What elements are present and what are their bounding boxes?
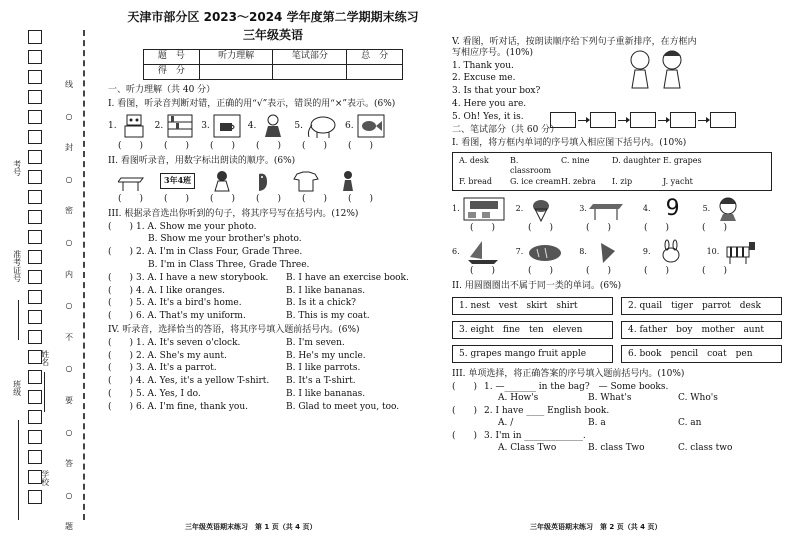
q1-pictures-row-2: [452, 239, 782, 265]
list-item: [108, 351, 438, 362]
list-item: [108, 311, 438, 322]
answer-paren[interactable]: ( ): [108, 247, 134, 258]
class-sign-icon: 3年4班: [160, 173, 195, 189]
man-icon: [333, 170, 363, 192]
question-text: 2. I have ____ English book.: [484, 406, 610, 417]
digit-box[interactable]: [28, 430, 42, 444]
page-2-footer: 三年级英语期末练习 第 2 页（共 4 页）: [530, 523, 662, 531]
option-b: B. I'm seven.: [286, 337, 345, 348]
digit-box[interactable]: [28, 130, 42, 144]
sequence-boxes: [550, 112, 736, 128]
answer-paren[interactable]: ( ): [108, 337, 134, 348]
list-item: [108, 389, 438, 400]
answer-paren[interactable]: ( ): [348, 141, 374, 152]
sequence-box[interactable]: [630, 112, 656, 128]
option-a: 6. A. That's my uniform.: [136, 311, 246, 322]
list-item: [452, 406, 782, 417]
option-b: B. I like parrots.: [286, 363, 361, 374]
option: B. a: [588, 417, 606, 428]
digit-box[interactable]: [28, 170, 42, 184]
option-a: 4. A. Yes, it's a yellow T-shirt.: [136, 376, 270, 387]
option-b: B. I like bananas.: [286, 388, 366, 399]
list-item: [108, 376, 438, 387]
admission-no-line[interactable]: [18, 300, 19, 340]
item-number: 3.: [579, 204, 587, 214]
list-item: 4. Here you are.: [452, 98, 527, 109]
option-b: B. Show me your brother's photo.: [148, 234, 302, 245]
list-item: 2. Excuse me.: [452, 73, 516, 84]
answer-paren[interactable]: ( ): [528, 266, 554, 277]
answer-paren[interactable]: ( ): [586, 266, 612, 277]
option-a: 3. A. I have a new storybook.: [136, 272, 269, 283]
exam-no-label: 考号: [12, 160, 22, 176]
sequence-box[interactable]: [550, 112, 576, 128]
digit-box[interactable]: [28, 270, 42, 284]
option: B. What's: [588, 393, 632, 404]
score-input-cell[interactable]: [347, 64, 403, 79]
nine-digit-icon: 9: [665, 195, 680, 221]
item-number: 6.: [452, 247, 460, 257]
school-label: 学校: [40, 470, 50, 486]
multiple-choice: [452, 382, 782, 454]
option-b: B. I like bananas.: [286, 285, 366, 296]
item-number: 8.: [579, 247, 587, 257]
option-b: B. It's a T-shirt.: [286, 376, 356, 387]
option: A. Class Two: [498, 442, 557, 453]
odd-one-out-grid: [452, 297, 782, 363]
list-item: 5. Oh! Yes, it is.: [452, 111, 524, 122]
list-item: [108, 298, 438, 309]
option-row: [452, 393, 782, 404]
seal-char: ○: [65, 364, 73, 374]
option-a: 5. A. It's a bird's home.: [136, 298, 242, 309]
question-title: IV. 听录音，选择恰当的答语，将其序号填入题前括号内。(6%): [108, 324, 360, 335]
option-a: 5. A. Yes, I do.: [136, 388, 201, 399]
word-group[interactable]: 5. grapes mango fruit apple: [452, 345, 613, 363]
parrot-icon: [249, 170, 279, 192]
score-header-cell: 笔试部分: [273, 49, 347, 64]
arrow-right-icon: [578, 120, 588, 121]
digit-box[interactable]: [28, 490, 42, 504]
page-1: [108, 6, 438, 413]
word-option: C. nine: [561, 156, 590, 166]
option: A. How's: [498, 393, 539, 404]
answer-paren[interactable]: ( ): [118, 141, 144, 152]
school-line[interactable]: [18, 420, 19, 520]
seal-char: 答: [65, 459, 73, 469]
word-group[interactable]: 3. eight fine ten eleven: [452, 321, 613, 339]
section-heading: 二、笔试部分（共 60 分）: [452, 124, 560, 135]
robot-icon: [119, 113, 149, 139]
option-row: [452, 443, 782, 454]
binding-margin: [0, 0, 100, 549]
word-option: I. zip: [612, 177, 633, 187]
word-bank: [452, 152, 772, 191]
exam-number-boxes: [28, 30, 46, 510]
answer-paren[interactable]: ( ): [348, 193, 374, 204]
daughter-icon: [712, 196, 748, 222]
digit-box[interactable]: [28, 410, 42, 424]
item-number: 9.: [642, 247, 651, 257]
bread-icon: [525, 239, 569, 265]
option-b: B. This is my coat.: [286, 311, 370, 322]
word-group[interactable]: 2. quail tiger parrot desk: [621, 297, 782, 315]
seal-line-text: [64, 80, 74, 549]
answer-paren[interactable]: ( ): [702, 266, 728, 277]
digit-box[interactable]: [28, 110, 42, 124]
q4-list: [108, 338, 438, 413]
seal-char: ○: [65, 237, 73, 247]
sequence-box[interactable]: [670, 112, 696, 128]
sequence-box[interactable]: [710, 112, 736, 128]
answer-paren[interactable]: ( ): [108, 388, 134, 399]
digit-box[interactable]: [28, 150, 42, 164]
name-line[interactable]: [44, 372, 45, 412]
item-number: 2.: [154, 120, 164, 131]
digit-box[interactable]: [28, 230, 42, 244]
sequence-box[interactable]: [590, 112, 616, 128]
list-item: [108, 363, 438, 374]
seal-char: ○: [65, 490, 73, 500]
list-item: [108, 234, 438, 245]
option: B. class Two: [588, 442, 645, 453]
seal-char: ○: [65, 174, 73, 184]
q2-pictures: [108, 170, 438, 192]
elephant-icon: [305, 113, 339, 139]
arrow-right-icon: [658, 120, 668, 121]
digit-box[interactable]: [28, 290, 42, 304]
answer-paren[interactable]: ( ): [210, 141, 236, 152]
answer-paren[interactable]: ( ): [644, 266, 670, 277]
score-table: [143, 49, 403, 80]
answer-paren[interactable]: ( ): [586, 223, 612, 234]
question-title: III. 单项选择，将正确答案的序号填入题前括号内。(10%): [452, 368, 685, 379]
seal-char: 要: [65, 395, 73, 405]
word-option: F. bread: [459, 177, 492, 187]
question-title: III. 根据录音选出你听到的句子，将其序号写在括号内。(12%): [108, 208, 359, 219]
item-number: 10.: [706, 247, 720, 257]
word-group[interactable]: 1. nest vest skirt shirt: [452, 297, 613, 315]
q1-pictures-row-1: [452, 196, 782, 222]
list-item: 3. Is that your box?: [452, 86, 541, 97]
q2-answer-parens: [108, 194, 438, 205]
option-a: 2. A. I'm in Class Four, Grade Three.: [136, 247, 303, 258]
answer-paren[interactable]: ( ): [108, 272, 134, 283]
item-number: 5.: [702, 204, 711, 214]
arrow-right-icon: [618, 120, 628, 121]
digit-box[interactable]: [28, 390, 42, 404]
digit-box[interactable]: [28, 50, 42, 64]
girl-icon: [207, 170, 237, 192]
option: C. an: [678, 417, 702, 428]
answer-paren[interactable]: ( ): [210, 193, 236, 204]
zebra-icon: [721, 239, 761, 265]
seal-char: 密: [65, 206, 73, 216]
option-a: 1. A. It's seven o'clock.: [136, 337, 241, 348]
answer-paren[interactable]: ( ): [528, 223, 554, 234]
answer-paren[interactable]: ( ): [108, 311, 134, 322]
word-option: D. daughter: [612, 156, 661, 166]
list-item: 1. Thank you.: [452, 60, 514, 71]
classroom-icon: [462, 196, 506, 222]
desk-icon: [589, 196, 633, 222]
cut-line: [83, 30, 85, 520]
question-title: V. 看图，听对话，按朗读顺序给下列句子重新排序，在方框内写相应序号。(10%): [452, 37, 697, 58]
question-title: I. 看图，将方框内单词的序号填入相应图下括号内。(10%): [452, 138, 687, 149]
answer-paren[interactable]: ( ): [256, 141, 282, 152]
question-title: II. 看图听录音，用数字标出朗读的顺序。(6%): [108, 156, 296, 167]
seal-char: 线: [65, 80, 73, 89]
name-label: 姓名: [40, 350, 50, 366]
digit-box[interactable]: [28, 30, 42, 44]
answer-paren[interactable]: ( ): [118, 193, 144, 204]
bunny-icon: [653, 239, 697, 265]
seal-char: ○: [65, 427, 73, 437]
class-label: 班级: [12, 380, 22, 396]
word-option: A. desk: [459, 156, 489, 166]
option-row: [452, 418, 782, 429]
answer-paren[interactable]: ( ): [108, 298, 134, 309]
answer-paren[interactable]: ( ): [302, 193, 328, 204]
seal-char: ○: [65, 111, 73, 121]
list-item: [108, 402, 438, 413]
option-b: B. Is it a chick?: [286, 298, 356, 309]
item-number: 5.: [294, 120, 303, 131]
answer-paren[interactable]: ( ): [470, 266, 496, 277]
score-header-cell: 总 分: [347, 49, 403, 64]
score-input-cell[interactable]: [199, 64, 273, 79]
answer-paren[interactable]: ( ): [108, 221, 134, 232]
page-2: [452, 34, 782, 453]
seal-char: 内: [65, 269, 73, 279]
option-b: B. I have an exercise book.: [286, 272, 409, 283]
item-number: 6.: [344, 120, 354, 131]
digit-box[interactable]: [28, 450, 42, 464]
digit-box[interactable]: [28, 70, 42, 84]
q1-answer-parens-row-1: [452, 223, 782, 234]
option-a: 6. A. I'm fine, thank you.: [136, 401, 248, 412]
list-item: [452, 382, 782, 393]
tshirt-icon: [291, 170, 321, 192]
question-text: 3. I'm in _____________.: [484, 430, 586, 441]
item-number: 1.: [108, 120, 117, 131]
list-item: [108, 222, 438, 233]
digit-box[interactable]: [28, 370, 42, 384]
yacht-icon: [462, 239, 506, 265]
option-a: 3. A. It's a parrot.: [136, 363, 217, 374]
option-a: 4. A. I like oranges.: [136, 285, 225, 296]
answer-paren[interactable]: ( ): [164, 193, 190, 204]
q3-list: [108, 222, 438, 322]
seal-char: ○: [65, 301, 73, 311]
answer-paren[interactable]: ( ): [108, 376, 134, 387]
digit-box[interactable]: [28, 310, 42, 324]
answer-paren[interactable]: ( ): [108, 401, 134, 412]
option: C. Who's: [678, 393, 718, 404]
answer-paren[interactable]: ( ): [302, 141, 328, 152]
exam-title: 天津市部分区 2023～2024 学年度第二学期期末练习: [127, 10, 419, 24]
option: C. class two: [678, 442, 733, 453]
item-number: 4.: [642, 204, 651, 214]
option-b: B. He's my uncle.: [286, 350, 366, 361]
q1-answer-parens-row-2: [452, 266, 782, 277]
answer-paren[interactable]: ( ): [702, 223, 728, 234]
boy-girl-icon: [622, 48, 692, 90]
exam-subtitle: 三年级英语: [242, 28, 303, 43]
option-b: B. Glad to meet you, too.: [286, 401, 400, 412]
digit-box[interactable]: [28, 250, 42, 264]
item-number: 3.: [201, 120, 210, 131]
answer-paren[interactable]: ( ): [108, 285, 134, 296]
score-header-cell: 听力理解: [199, 49, 273, 64]
answer-paren[interactable]: ( ): [256, 193, 282, 204]
score-header-cell: 题 号: [144, 49, 200, 64]
bookcase-icon: [165, 113, 195, 139]
item-number: 4.: [247, 120, 257, 131]
section-heading: 一、听力理解（共 40 分）: [108, 84, 216, 95]
goldfish-icon: [356, 113, 386, 139]
score-label-cell: 得 分: [144, 64, 200, 79]
digit-box[interactable]: [28, 210, 42, 224]
question-title: II. 用圆圈圈出不属于同一类的单词。(6%): [452, 280, 622, 291]
q1-answer-parens: [108, 141, 438, 152]
digit-box[interactable]: [28, 330, 42, 344]
page-1-footer: 三年级英语期末练习 第 1 页（共 4 页）: [185, 523, 317, 531]
question-text: 1. —_______ in the bag? — Some books.: [484, 381, 669, 392]
answer-paren[interactable]: ( ): [108, 363, 134, 374]
digit-box[interactable]: [28, 190, 42, 204]
desk-icon: [118, 170, 148, 192]
seal-char: 不: [65, 332, 73, 342]
score-input-cell[interactable]: [273, 64, 347, 79]
list-item: [108, 338, 438, 349]
list-item: [108, 286, 438, 297]
word-option: G. ice cream: [510, 177, 561, 187]
list-item: [452, 431, 782, 442]
answer-paren[interactable]: ( ): [470, 223, 496, 234]
seal-char: 封: [65, 143, 73, 153]
answer-paren[interactable]: ( ): [164, 141, 190, 152]
ice-cream-icon: [589, 239, 633, 265]
coffee-icon: [212, 113, 242, 139]
question-title: I. 看图，听录音判断对错，正确的用“√”表示，错误的用“×”表示。(6%): [108, 98, 396, 109]
option-a: 1. A. Show me your photo.: [136, 221, 257, 232]
list-item: [108, 260, 438, 271]
digit-box[interactable]: [28, 90, 42, 104]
teacher-icon: [258, 113, 288, 139]
word-group[interactable]: 6. book pencil coat pen: [621, 345, 782, 363]
word-option: E. grapes: [663, 156, 702, 166]
answer-paren[interactable]: ( ): [108, 350, 134, 361]
option-b: B. I'm in Class Three, Grade Three.: [148, 259, 310, 270]
item-number: 7.: [515, 247, 524, 257]
item-number: 1.: [452, 204, 460, 214]
answer-paren[interactable]: ( ): [452, 430, 478, 441]
option-a: 2. A. She's my aunt.: [136, 350, 227, 361]
word-option: B. classroom: [510, 156, 552, 175]
word-option: J. yacht: [663, 177, 693, 187]
answer-paren[interactable]: ( ): [452, 406, 478, 417]
list-item: [108, 247, 438, 258]
option: A. /: [498, 417, 514, 428]
ice-cream-icon: [525, 196, 569, 222]
seal-char: 题: [65, 522, 73, 532]
answer-paren[interactable]: ( ): [452, 381, 478, 392]
item-number: 2.: [515, 204, 524, 214]
word-group[interactable]: 4. father boy mother aunt: [621, 321, 782, 339]
arrow-right-icon: [698, 120, 708, 121]
word-option: H. zebra: [561, 177, 596, 187]
answer-paren[interactable]: ( ): [644, 223, 670, 234]
admission-no-label: 准考证号: [12, 250, 22, 282]
q1-pictures: [108, 112, 438, 140]
list-item: [108, 273, 438, 284]
